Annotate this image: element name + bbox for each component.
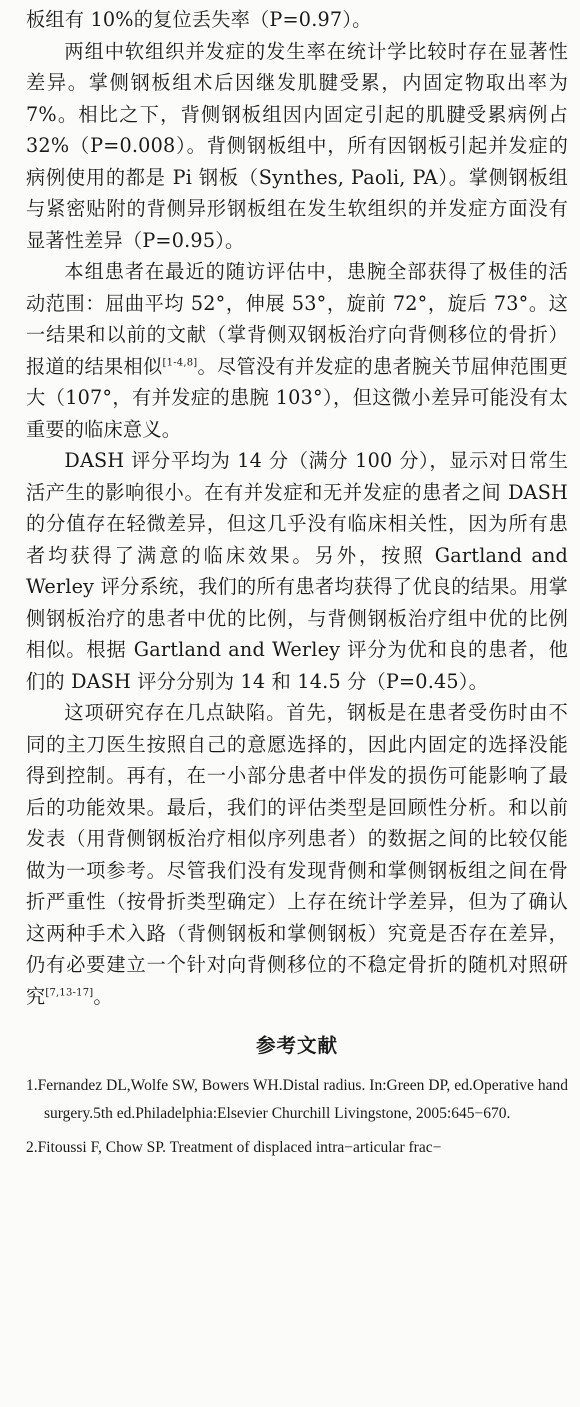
reference-item: 1.Fernandez DL,Wolfe SW, Bowers WH.Distal radius. In:Green DP, ed.Operative hand surgery.5th ed.Philadelphia:Elsevier Churchill Livingstone, 2005:645−670. (26, 1077, 568, 1122)
paragraph-limitations (26, 697, 568, 1012)
paragraph-text-tail: 。尽管没有并发症的患者腕关节屈伸范围更大（107°，有并发症的患腕 103°），但这微小差异可能没有太重要的临床意义。 (26, 354, 568, 441)
paragraph-dash-score (26, 445, 568, 697)
paragraph-text: DASH 评分平均为 14 分（满分 100 分），显示对日常生活产生的影响很小。在有并发症和无并发症的患者之间 DASH 的分值存在轻微差异，但这几乎没有临床相关性，因为所有患者均获得了满意的临床效果。另外，按照 Gartland and Werley 评分系统，我们的所有患者均获得了优良的结果。用掌侧钢板治疗的患者中优的比例，与背侧钢板治疗组中优的比例相似。根据 Gartland and Werley 评分为优和良的患者，他们的 DASH 评分分别为 14 和 14.5 分（P=0.45）。 (26, 449, 568, 693)
paragraph-text: 板组有 10%的复位丢失率（P=0.97）。 (26, 8, 372, 31)
paragraph-soft-tissue-complications (26, 36, 568, 257)
paragraph-range-of-motion (26, 256, 568, 445)
citation-superscript[interactable]: [7,13-17] (45, 987, 94, 999)
reference-item: 2.Fitoussi F, Chow SP. Treatment of displaced intra−articular frac− (26, 1139, 442, 1156)
paragraph-text: 本组患者在最近的随访评估中，患腕全部获得了极佳的活动范围：屈曲平均 52°，伸展 53°，旋前 72°，旋后 73°。这一结果和以前的文献（掌背侧双钢板治疗向背侧移位的骨折）报道的结果相似 (26, 260, 568, 378)
paragraph-text: 两组中软组织并发症的发生率在统计学比较时存在显著性差异。掌侧钢板组术后因继发肌腱受累，内固定物取出率为 7%。相比之下，背侧钢板组因内固定引起的肌腱受累病例占 32%（P=0.008）。背侧钢板组中，所有因钢板引起并发症的病例使用的都是 Pi 钢板（Synthes, Paoli, PA）。掌侧钢板组与紧密贴附的背侧异形钢板组在发生软组织的并发症方面没有显著性差异（P=0.95）。 (26, 39, 568, 252)
paragraph-carryover (26, 4, 568, 36)
citation-superscript[interactable]: [1-4,8] (162, 357, 198, 369)
references-heading: 参考文献 (255, 1034, 338, 1057)
paragraph-text: 这项研究存在几点缺陷。首先，钢板是在患者受伤时由不同的主刀医生按照自己的意愿选择的，因此内固定的选择没能得到控制。再有，在一小部分患者中伴发的损伤可能影响了最后的功能效果。最后，我们的评估类型是回顾性分析。和以前发表（用背侧钢板治疗相似序列患者）的数据之间的比较仅能做为一项参考。尽管我们没有发现背侧和掌侧钢板组之间在骨折严重性（按骨折类型确定）上存在统计学差异，但为了确认这两种手术入路（背侧钢板和掌侧钢板）究竟是否存在差异，仍有必要建立一个针对向背侧移位的不稳定骨折的随机对照研究 (26, 701, 568, 1008)
paragraph-text-tail: 。 (93, 984, 113, 1008)
